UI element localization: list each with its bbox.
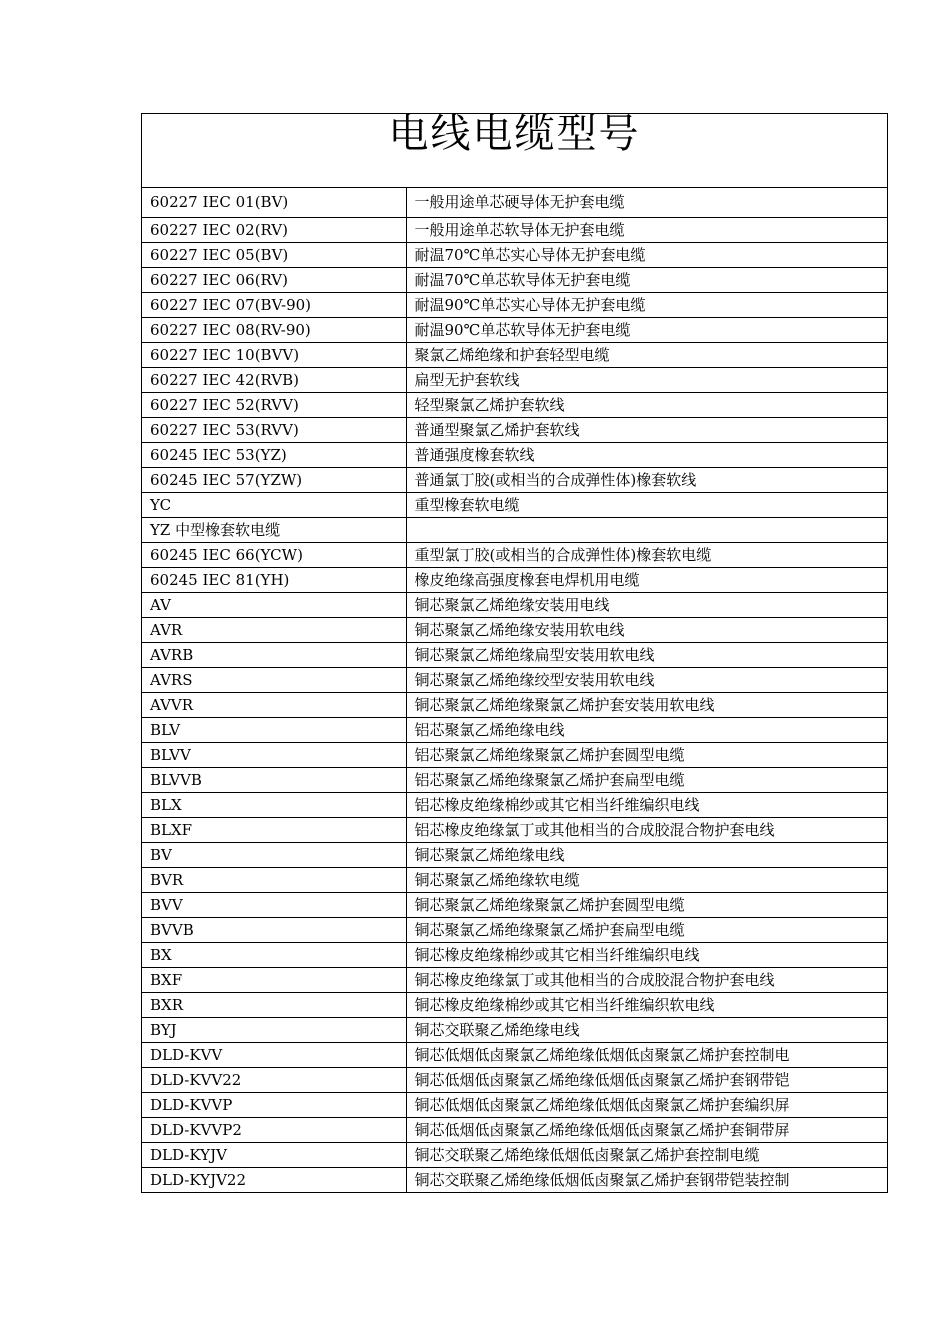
- model-cell: AVRS: [142, 668, 406, 693]
- model-cell: BYJ: [142, 1018, 406, 1043]
- table-row: [142, 318, 887, 343]
- model-cell: 60227 IEC 42(RVB): [142, 368, 406, 393]
- description-cell: 铜芯聚氯乙烯绝缘软电缆: [406, 868, 887, 893]
- table-row: [142, 518, 887, 543]
- table-row: [142, 768, 887, 793]
- table-row: [142, 343, 887, 368]
- table-row: [142, 818, 887, 843]
- model-cell: DLD-KVVP2: [142, 1118, 406, 1143]
- description-cell: 轻型聚氯乙烯护套软线: [406, 393, 887, 418]
- table-row: [142, 1018, 887, 1043]
- table-row: [142, 1043, 887, 1068]
- table-row: [142, 1168, 887, 1193]
- model-cell: 60227 IEC 07(BV-90): [142, 293, 406, 318]
- table-row: [142, 243, 887, 268]
- table-row: [142, 743, 887, 768]
- description-cell: 耐温90℃单芯软导体无护套电缆: [406, 318, 887, 343]
- model-cell: BLX: [142, 793, 406, 818]
- description-cell: 耐温70℃单芯软导体无护套电缆: [406, 268, 887, 293]
- model-cell: DLD-KVV: [142, 1043, 406, 1068]
- model-cell: DLD-KYJV22: [142, 1168, 406, 1193]
- table-row: [142, 693, 887, 718]
- model-cell: YZ 中型橡套软电缆: [142, 518, 406, 543]
- model-cell: BX: [142, 943, 406, 968]
- table-row: [142, 1118, 887, 1143]
- model-cell: BLXF: [142, 818, 406, 843]
- description-cell: 铜芯低烟低卤聚氯乙烯绝缘低烟低卤聚氯乙烯护套铜带屏: [406, 1118, 887, 1143]
- description-cell: 铝芯聚氯乙烯绝缘聚氯乙烯护套扁型电缆: [406, 768, 887, 793]
- description-cell: 铜芯聚氯乙烯绝缘电线: [406, 843, 887, 868]
- model-cell: 60227 IEC 08(RV-90): [142, 318, 406, 343]
- description-cell: 铝芯橡皮绝缘氯丁或其他相当的合成胶混合物护套电线: [406, 818, 887, 843]
- table-row: [142, 1093, 887, 1118]
- model-cell: 60227 IEC 02(RV): [142, 218, 406, 243]
- model-cell: BV: [142, 843, 406, 868]
- description-cell: 铝芯聚氯乙烯绝缘电线: [406, 718, 887, 743]
- model-cell: DLD-KYJV: [142, 1143, 406, 1168]
- model-cell: AVVR: [142, 693, 406, 718]
- description-cell: 普通氯丁胶(或相当的合成弹性体)橡套软线: [406, 468, 887, 493]
- table-row: [142, 1068, 887, 1093]
- model-cell: BXF: [142, 968, 406, 993]
- description-cell: 铜芯交联聚乙烯绝缘电线: [406, 1018, 887, 1043]
- model-cell: DLD-KVVP: [142, 1093, 406, 1118]
- description-cell: 铜芯交联聚乙烯绝缘低烟低卤聚氯乙烯护套控制电缆: [406, 1143, 887, 1168]
- description-cell: 铜芯聚氯乙烯绝缘扁型安装用软电线: [406, 643, 887, 668]
- cable-models-table: [142, 188, 887, 1193]
- table-row: [142, 468, 887, 493]
- description-cell: [406, 518, 887, 543]
- description-cell: 铜芯聚氯乙烯绝缘聚氯乙烯护套扁型电缆: [406, 918, 887, 943]
- table-row: [142, 393, 887, 418]
- table-row: [142, 218, 887, 243]
- model-cell: AV: [142, 593, 406, 618]
- description-cell: 铜芯低烟低卤聚氯乙烯绝缘低烟低卤聚氯乙烯护套钢带铠: [406, 1068, 887, 1093]
- description-cell: 铜芯聚氯乙烯绝缘聚氯乙烯护套安装用软电线: [406, 693, 887, 718]
- description-cell: 普通型聚氯乙烯护套软线: [406, 418, 887, 443]
- table-row: [142, 368, 887, 393]
- table-row: [142, 918, 887, 943]
- model-cell: 60245 IEC 66(YCW): [142, 543, 406, 568]
- description-cell: 铝芯橡皮绝缘棉纱或其它相当纤维编织电线: [406, 793, 887, 818]
- model-cell: DLD-KVV22: [142, 1068, 406, 1093]
- model-cell: BVV: [142, 893, 406, 918]
- table-row: [142, 993, 887, 1018]
- description-cell: 普通强度橡套软线: [406, 443, 887, 468]
- model-cell: 60227 IEC 53(RVV): [142, 418, 406, 443]
- description-cell: 重型橡套软电缆: [406, 493, 887, 518]
- model-cell: 60227 IEC 06(RV): [142, 268, 406, 293]
- table-row: [142, 618, 887, 643]
- table-row: [142, 668, 887, 693]
- table-row: [142, 943, 887, 968]
- model-cell: AVR: [142, 618, 406, 643]
- description-cell: 扁型无护套软线: [406, 368, 887, 393]
- description-cell: 铜芯聚氯乙烯绝缘绞型安装用软电线: [406, 668, 887, 693]
- table-row: [142, 868, 887, 893]
- model-cell: 60227 IEC 10(BVV): [142, 343, 406, 368]
- model-cell: YC: [142, 493, 406, 518]
- description-cell: 一般用途单芯硬导体无护套电缆: [406, 188, 887, 218]
- table-row: [142, 493, 887, 518]
- model-cell: BVVB: [142, 918, 406, 943]
- model-cell: 60245 IEC 81(YH): [142, 568, 406, 593]
- cable-models-sheet: [141, 113, 888, 1193]
- table-row: [142, 1143, 887, 1168]
- table-row: [142, 793, 887, 818]
- description-cell: 铜芯橡皮绝缘棉纱或其它相当纤维编织软电线: [406, 993, 887, 1018]
- table-row: [142, 893, 887, 918]
- model-cell: 60227 IEC 05(BV): [142, 243, 406, 268]
- table-row: [142, 268, 887, 293]
- model-cell: AVRB: [142, 643, 406, 668]
- description-cell: 铜芯橡皮绝缘氯丁或其他相当的合成胶混合物护套电线: [406, 968, 887, 993]
- description-cell: 铜芯低烟低卤聚氯乙烯绝缘低烟低卤聚氯乙烯护套编织屏: [406, 1093, 887, 1118]
- table-row: [142, 443, 887, 468]
- model-cell: BLV: [142, 718, 406, 743]
- table-row: [142, 543, 887, 568]
- table-row: [142, 843, 887, 868]
- document-title: 电线电缆型号: [388, 111, 641, 157]
- table-row: [142, 643, 887, 668]
- description-cell: 铜芯聚氯乙烯绝缘聚氯乙烯护套圆型电缆: [406, 893, 887, 918]
- description-cell: 铜芯橡皮绝缘棉纱或其它相当纤维编织电线: [406, 943, 887, 968]
- table-row: [142, 968, 887, 993]
- description-cell: 铜芯聚氯乙烯绝缘安装用软电线: [406, 618, 887, 643]
- table-row: [142, 188, 887, 218]
- table-row: [142, 718, 887, 743]
- model-cell: 60245 IEC 57(YZW): [142, 468, 406, 493]
- title-cell: [142, 111, 887, 188]
- model-cell: 60245 IEC 53(YZ): [142, 443, 406, 468]
- table-row: [142, 293, 887, 318]
- description-cell: 耐温90℃单芯实心导体无护套电缆: [406, 293, 887, 318]
- description-cell: 铜芯交联聚乙烯绝缘低烟低卤聚氯乙烯护套钢带铠装控制: [406, 1168, 887, 1193]
- table-row: [142, 418, 887, 443]
- model-cell: BLVV: [142, 743, 406, 768]
- description-cell: 一般用途单芯软导体无护套电缆: [406, 218, 887, 243]
- description-cell: 铜芯聚氯乙烯绝缘安装用电线: [406, 593, 887, 618]
- description-cell: 重型氯丁胶(或相当的合成弹性体)橡套软电缆: [406, 543, 887, 568]
- description-cell: 橡皮绝缘高强度橡套电焊机用电缆: [406, 568, 887, 593]
- model-cell: BVR: [142, 868, 406, 893]
- table-row: [142, 568, 887, 593]
- description-cell: 铜芯低烟低卤聚氯乙烯绝缘低烟低卤聚氯乙烯护套控制电: [406, 1043, 887, 1068]
- description-cell: 铝芯聚氯乙烯绝缘聚氯乙烯护套圆型电缆: [406, 743, 887, 768]
- model-cell: 60227 IEC 52(RVV): [142, 393, 406, 418]
- model-cell: 60227 IEC 01(BV): [142, 188, 406, 218]
- model-cell: BLVVB: [142, 768, 406, 793]
- description-cell: 聚氯乙烯绝缘和护套轻型电缆: [406, 343, 887, 368]
- table-row: [142, 593, 887, 618]
- model-cell: BXR: [142, 993, 406, 1018]
- description-cell: 耐温70℃单芯实心导体无护套电缆: [406, 243, 887, 268]
